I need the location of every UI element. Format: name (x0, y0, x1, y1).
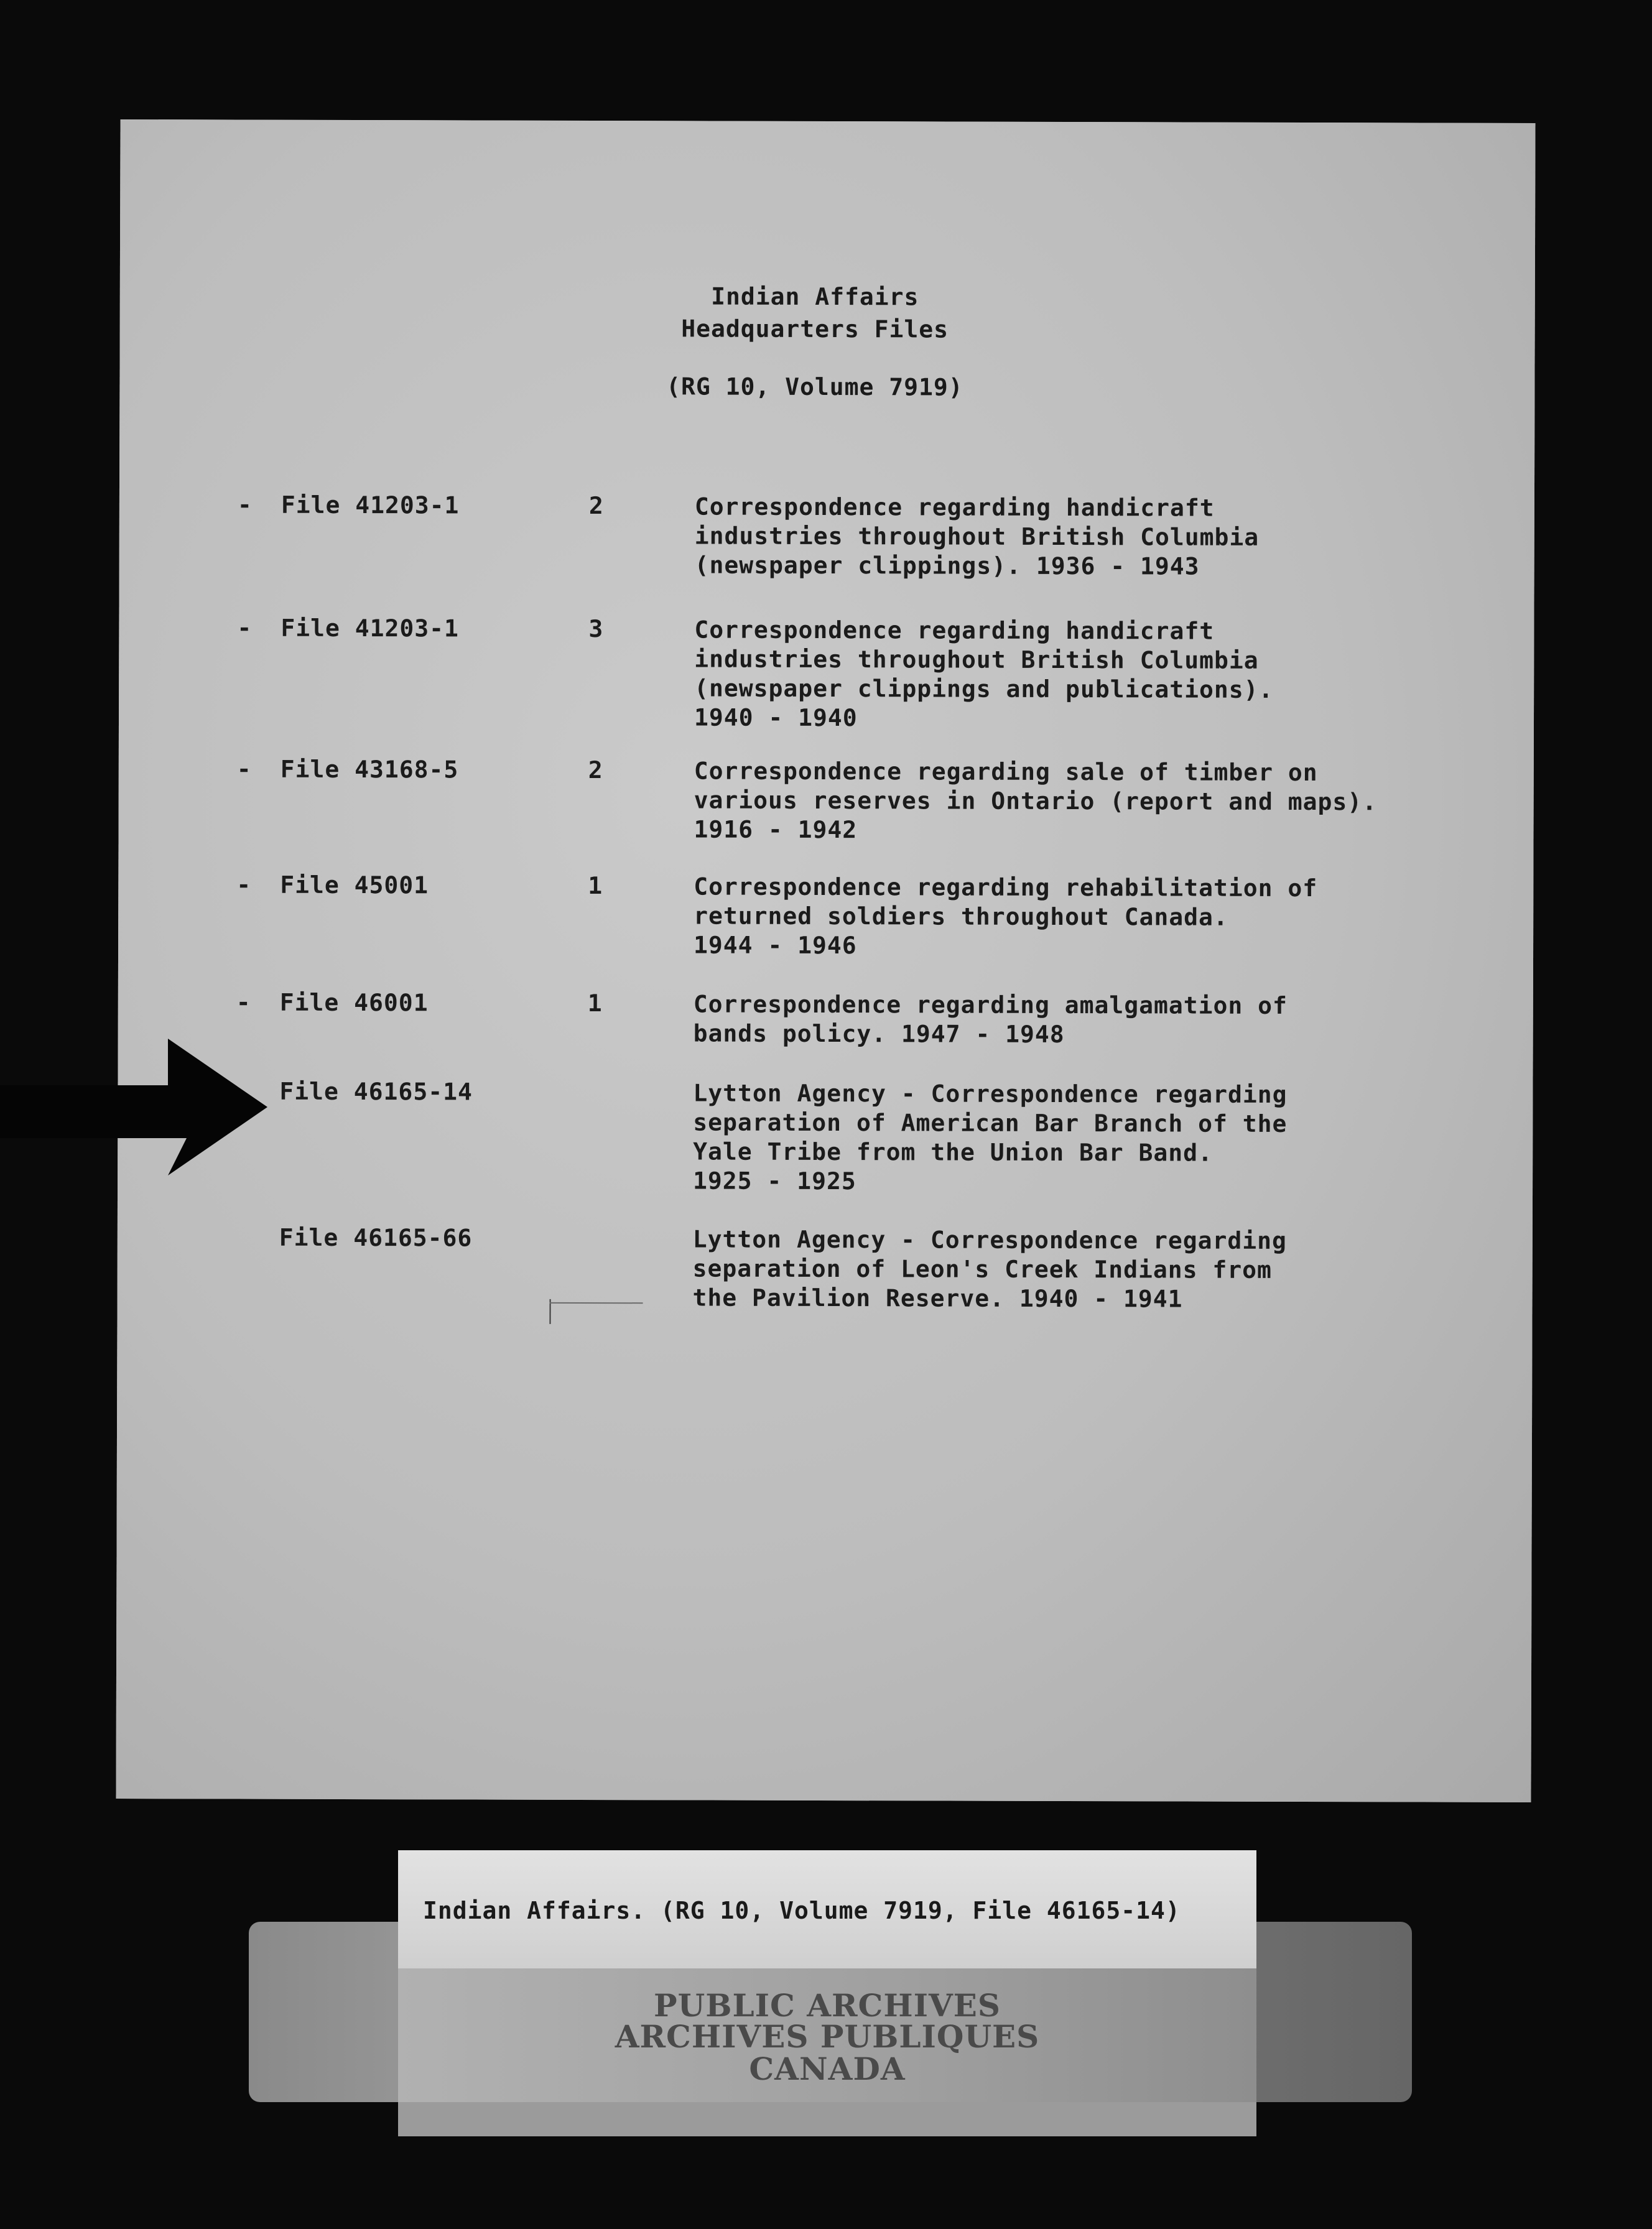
archive-stamp-base (398, 2102, 1256, 2136)
entry-volume: 2 (588, 492, 604, 520)
arrow-right-icon (0, 1032, 274, 1182)
reference-label-text: Indian Affairs. (RG 10, Volume 7919, File 46165-14) (423, 1897, 1181, 1924)
file-entry (118, 1223, 1533, 1313)
stamp-line-3: CANADA (749, 2051, 906, 2087)
file-entry (118, 988, 1533, 1049)
entry-dash: - (237, 491, 253, 519)
header-subtitle: Headquarters Files (681, 315, 949, 343)
entry-description: Lytton Agency - Correspondence regarding separation of Leon's Creek Indians from the Pavilion Reserve. 1940 - 1941 (692, 1225, 1288, 1313)
file-entry (119, 491, 1534, 580)
entry-file-number: File 43168-5 (280, 755, 459, 784)
entry-description: Correspondence regarding rehabilitation of returned soldiers throughout Canada. 1944 - 1946 (694, 873, 1318, 960)
entry-description: Correspondence regarding handicraft industries throughout British Columbia (newspaper clippings and publications). 1940 - 1940 (694, 616, 1274, 732)
entry-volume: 1 (587, 989, 603, 1017)
stamp-line-2: ARCHIVES PUBLIQUES (615, 2018, 1040, 2055)
file-entry (118, 1077, 1533, 1195)
entry-volume: 2 (588, 756, 603, 784)
entry-description: Correspondence regarding amalgamation of bands policy. 1947 - 1948 (693, 990, 1288, 1049)
entry-dash: - (236, 988, 251, 1016)
pencil-mark (550, 1302, 643, 1304)
entry-volume: 3 (588, 615, 604, 643)
entry-file-number: File 45001 (280, 871, 429, 899)
header-reference: (RG 10, Volume 7919) (666, 373, 963, 401)
entry-file-number: File 41203-1 (281, 614, 460, 642)
entry-dash: - (236, 755, 252, 783)
reference-label (398, 1850, 1256, 1968)
stamp-line-1: PUBLIC ARCHIVES (654, 1987, 1001, 2024)
file-entry (119, 614, 1534, 732)
entry-description: Lytton Agency - Correspondence regarding separation of American Bar Branch of the Yale Tribe from the Union Bar Band. 1925 - 1925 (693, 1079, 1288, 1195)
entry-file-number: File 46001 (279, 988, 429, 1017)
file-entry (119, 755, 1534, 844)
entry-description: Correspondence regarding handicraft industries throughout British Columbia (newspaper clippings). 1936 - 1943 (694, 493, 1260, 580)
entry-volume: 1 (588, 871, 603, 900)
entry-description: Correspondence regarding sale of timber on various reserves in Ontario (report and maps). 1916 - 1942 (694, 757, 1378, 844)
header-title: Indian Affairs (711, 282, 919, 311)
entry-file-number: File 46165-66 (279, 1223, 473, 1252)
entry-file-number: File 46165-14 (279, 1077, 473, 1106)
file-entry (118, 871, 1533, 960)
entry-file-number: File 41203-1 (281, 491, 460, 519)
document-page (116, 119, 1535, 1802)
entry-dash: - (236, 871, 252, 899)
entry-dash: - (237, 614, 253, 642)
